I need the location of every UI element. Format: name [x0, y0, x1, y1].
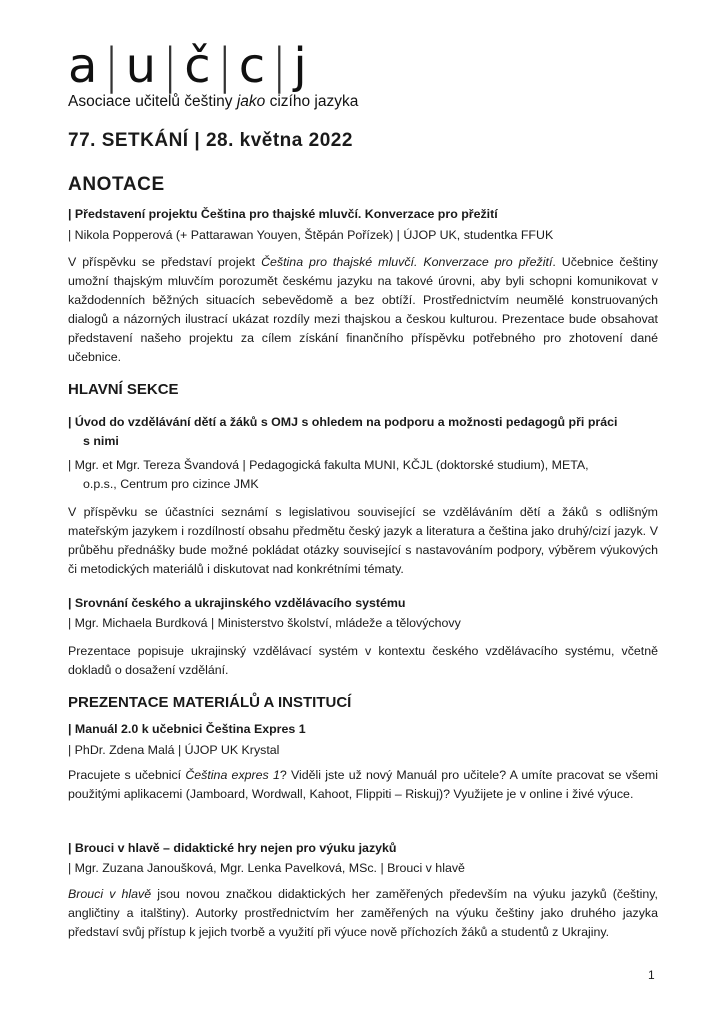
talk-speakers: | Mgr. Michaela Burdková | Ministerstvo školství, mládeže a tělovýchovy — [68, 616, 461, 630]
section-heading-anotace: ANOTACE — [68, 174, 165, 195]
association-logo: a|u|č|c|j — [68, 38, 313, 94]
talk-speakers: | Nikola Popperová (+ Pattarawan Youyen, Štěpán Pořízek) | ÚJOP UK, studentka FFUK — [68, 228, 554, 242]
talk-title: | Úvod do vzdělávání dětí a žáků s OMJ s ohledem na podporu a možnosti pedagogů při práci s nimi — [68, 415, 618, 448]
talk-speakers: | Mgr. et Mgr. Tereza Švandová | Pedagogická fakulta MUNI, KČJL (doktorské studium), META, o.p.s., Centrum pro cizince JMK — [68, 458, 589, 491]
section-heading-hlavni: HLAVNÍ SEKCE — [68, 381, 179, 398]
talk-abstract: V příspěvku se představí projekt Čeština pro thajské mluvčí. Konverzace pro přežití. Učebnice češtiny umožní thajským mluvčím porozumět českému jazyku na takové úrovni, aby byli schopni komunikovat v každodenních běžných situacích sebevědomě a bez obtíží. Prostřednictvím neumělé konstruovaných dialogů a názorných ilustrací ukázat rozdíly mezi thajskou a českou kulturou. Prezentace bude obsahovat představení našeho projektu za cílem získání finančního příspěvku potřebného pro zhotovení dané učebnice. — [68, 255, 658, 364]
logo-letter: č — [184, 38, 217, 94]
talk-title: | Manuál 2.0 k učebnici Čeština Expres 1 — [68, 722, 306, 736]
logo-letter: u — [125, 38, 163, 94]
talk-title: | Srovnání českého a ukrajinského vzdělávacího systému — [68, 596, 406, 610]
talk-title: | Představení projektu Čeština pro thajské mluvčí. Konverzace pro přežití — [68, 207, 498, 221]
talk-title: | Brouci v hlavě – didaktické hry nejen pro výuku jazyků — [68, 841, 397, 855]
talk-abstract: Pracujete s učebnicí Čeština expres 1? Viděli jste už nový Manuál pro učitele? A umíte pracovat se všemi použitými aplikacemi (Jamboard, Wordwall, Kahoot, Flippiti – Riskuj)? Využijete je v online i živé výuce. — [68, 768, 658, 801]
association-tagline: Asociace učitelů češtiny jako cizího jazyka — [68, 93, 359, 110]
talk-speakers: | PhDr. Zdena Malá | ÚJOP UK Krystal — [68, 743, 280, 757]
page-number: 1 — [648, 968, 655, 982]
meeting-title: 77. SETKÁNÍ | 28. května 2022 — [68, 130, 353, 151]
talk-abstract: V příspěvku se účastníci seznámí s legislativou související se vzděláváním dětí a žáků s odlišným mateřským jazykem i rozdílností obsahu předmětu český jazyk a literatura a čeština jako druhý/cizí jazyk. V průběhu přednášky bude možné pokládat otázky související s nastavováním podpory, výběrem výukových či metodických materiálů i diskutovat nad konkrétními tématy. — [68, 505, 658, 576]
talk-speakers: | Mgr. Zuzana Janoušková, Mgr. Lenka Pavelková, MSc. | Brouci v hlavě — [68, 861, 465, 875]
logo-letter: j — [293, 38, 313, 94]
talk-abstract: Brouci v hlavě jsou novou značkou didaktických her zaměřených především na výuku jazyků (češtiny, angličtiny a italštiny). Autorky prostřednictvím her zaměřených na výuku češtiny jako druhého jazyka představí svůj přístup k jejich tvorbě a využití při výuce nově příchozích žáků a studentů z Ukrajiny. — [68, 887, 658, 939]
talk-abstract: Prezentace popisuje ukrajinský vzdělávací systém v kontextu českého vzdělávacího systému, včetně dokladů o dosažení vzdělání. — [68, 644, 658, 677]
logo-letter: a — [68, 38, 104, 94]
section-heading-prezentace: PREZENTACE MATERIÁLŮ A INSTITUCÍ — [68, 694, 352, 711]
logo-letter: c — [238, 38, 272, 94]
